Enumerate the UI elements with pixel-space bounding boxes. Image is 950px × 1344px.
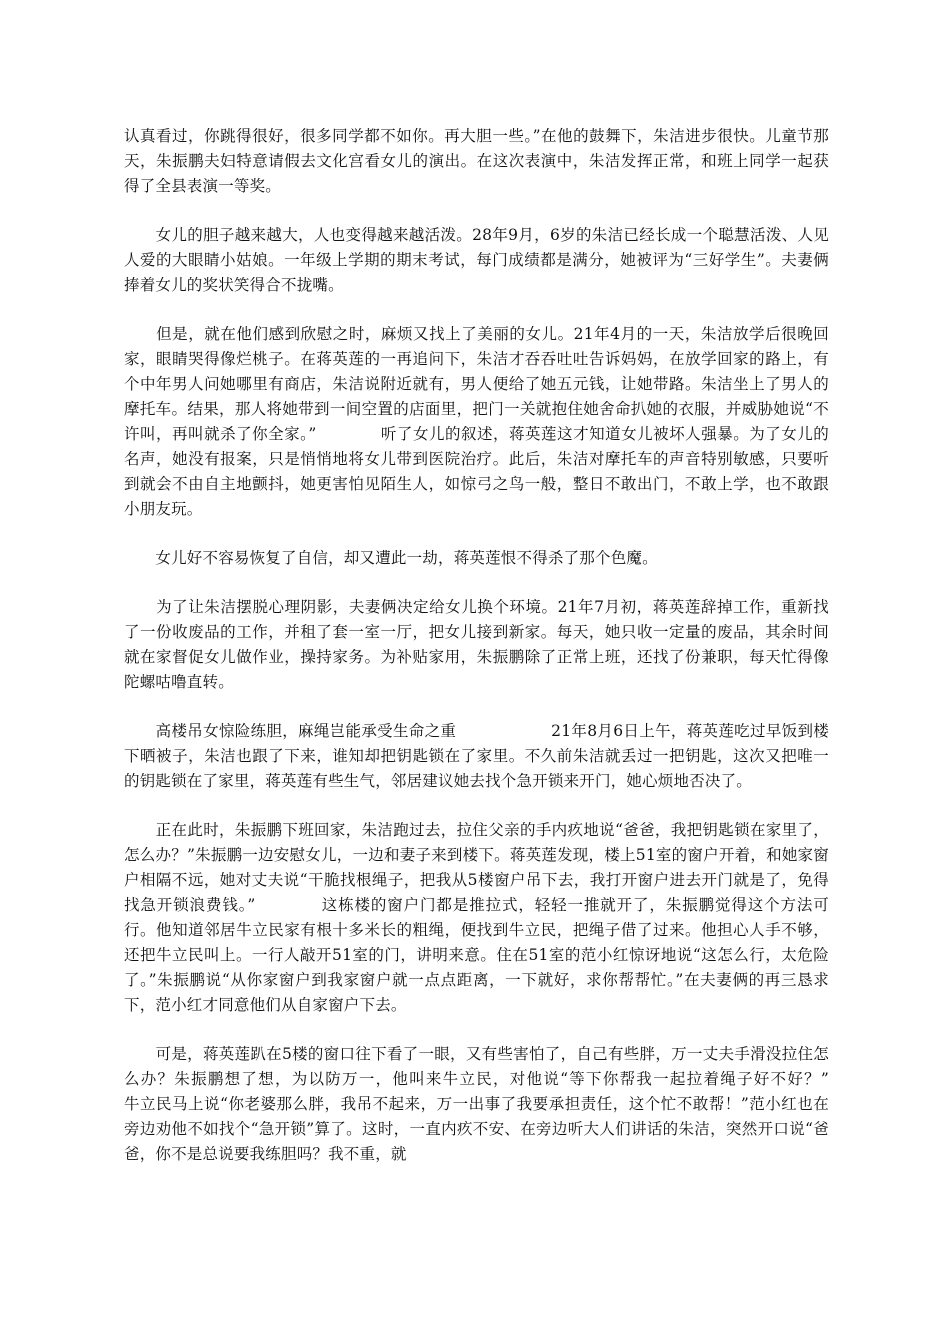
paragraph-5: 为了让朱洁摆脱心理阴影，夫妻俩决定给女儿换个环境。21年7月初，蒋英莲辞掉工作，重新找了一份收废品的工作，并租了套一室一厅，把女儿接到新家。每天，她只收一定量的废品，其余时间就在家督促女儿做作业，操持家务。为补贴家用，朱振鹏除了正常上班，还找了份兼职，每天忙得像陀螺咕噜直转。: [124, 598, 829, 691]
paragraph-3: 但是，就在他们感到欣慰之时，麻烦又找上了美丽的女儿。21年4月的一天，朱洁放学后很晚回家，眼睛哭得像烂桃子。在蒋英莲的一再追问下，朱洁才吞吞吐吐告诉妈妈，在放学回家的路上，有个中年男人问她哪里有商店，朱洁说附近就有，男人便给了她五元钱，让她带路。朱洁坐上了男人的摩托车。结果，那人将她带到一间空置的店面里，把门一关就抱住她舍命扒她的衣服，并威胁她说“不许叫，再叫就杀了你全家。” 听了女儿的叙述，蒋英莲这才知道女儿被坏人强暴。为了女儿的名声，她没有报案，只是悄悄地将女儿带到医院治疗。此后，朱洁对摩托车的声音特别敏感，只要听到就会不由自主地颤抖，她更害怕见陌生人，如惊弓之鸟一般，整日不敢出门，不敢上学，也不敢跟小朋友玩。: [124, 325, 829, 518]
paragraph-1: 认真看过，你跳得很好，很多同学都不如你。再大胆一些。”在他的鼓舞下，朱洁进步很快。儿童节那天，朱振鹏夫妇特意请假去文化宫看女儿的演出。在这次表演中，朱洁发挥正常，和班上同学一起获得了全县表演一等奖。: [124, 127, 829, 195]
paragraph-8: 可是，蒋英莲趴在5楼的窗口往下看了一眼，又有些害怕了，自己有些胖，万一丈夫手滑没拉住怎么办？朱振鹏想了想，为以防万一，他叫来牛立民，对他说“等下你帮我一起拉着绳子好不好？” 牛立民马上说“你老婆那么胖，我吊不起来，万一出事了我要承担责任，这个忙不敢帮！”范小红也在旁边劝他不如找个“急开锁”算了。这时，一直内疚不安、在旁边听大人们讲话的朱洁，突然开口说“爸爸，你不是总说要我练胆吗？我不重，就: [124, 1045, 892, 1163]
paragraph-6: 高楼吊女惊险练胆，麻绳岂能承受生命之重 21年8月6日上午，蒋英莲吃过早饭到楼下晒被子，朱洁也跟了下来，谁知却把钥匙锁在了家里。不久前朱洁就丢过一把钥匙，这次又把唯一的钥匙锁在了家里，蒋英莲有些生气，邻居建议她去找个急开锁来开门，她心烦地否决了。: [124, 722, 829, 790]
paragraph-4: 女儿好不容易恢复了自信，却又遭此一劫，蒋英莲恨不得杀了那个色魔。: [124, 549, 658, 567]
paragraph-7: 正在此时，朱振鹏下班回家，朱洁跑过去，拉住父亲的手内疚地说“爸爸，我把钥匙锁在家里了，怎么办？”朱振鹏一边安慰女儿，一边和妻子来到楼下。蒋英莲发现，楼上51室的窗户开着，和她家窗户相隔不远，她对丈夫说“干脆找根绳子，把我从5楼窗户吊下去，我打开窗户进去开门就是了，免得找急开锁浪费钱。” 这栋楼的窗户门都是推拉式，轻轻一推就开了，朱振鹏觉得这个方法可行。他知道邻居牛立民家有根十多米长的粗绳，便找到牛立民，把绳子借了过来。他担心人手不够，还把牛立民叫上。一行人敲开51室的门，讲明来意。住在51室的范小红惊讶地说“这怎么行，太危险了。”朱振鹏说“从你家窗户到我家窗户就一点点距离，一下就好，求你帮帮忙。”在夫妻俩的再三恳求下，范小红才同意他们从自家窗户下去。: [124, 821, 829, 1014]
document-page: [124, 124, 892, 1191]
paragraph-2: 女儿的胆子越来越大，人也变得越来越活泼。28年9月，6岁的朱洁已经长成一个聪慧活泼、人见人爱的大眼睛小姑娘。一年级上学期的期末考试，每门成绩都是满分，她被评为“三好学生”。夫妻俩捧着女儿的奖状笑得合不拢嘴。: [124, 226, 829, 294]
